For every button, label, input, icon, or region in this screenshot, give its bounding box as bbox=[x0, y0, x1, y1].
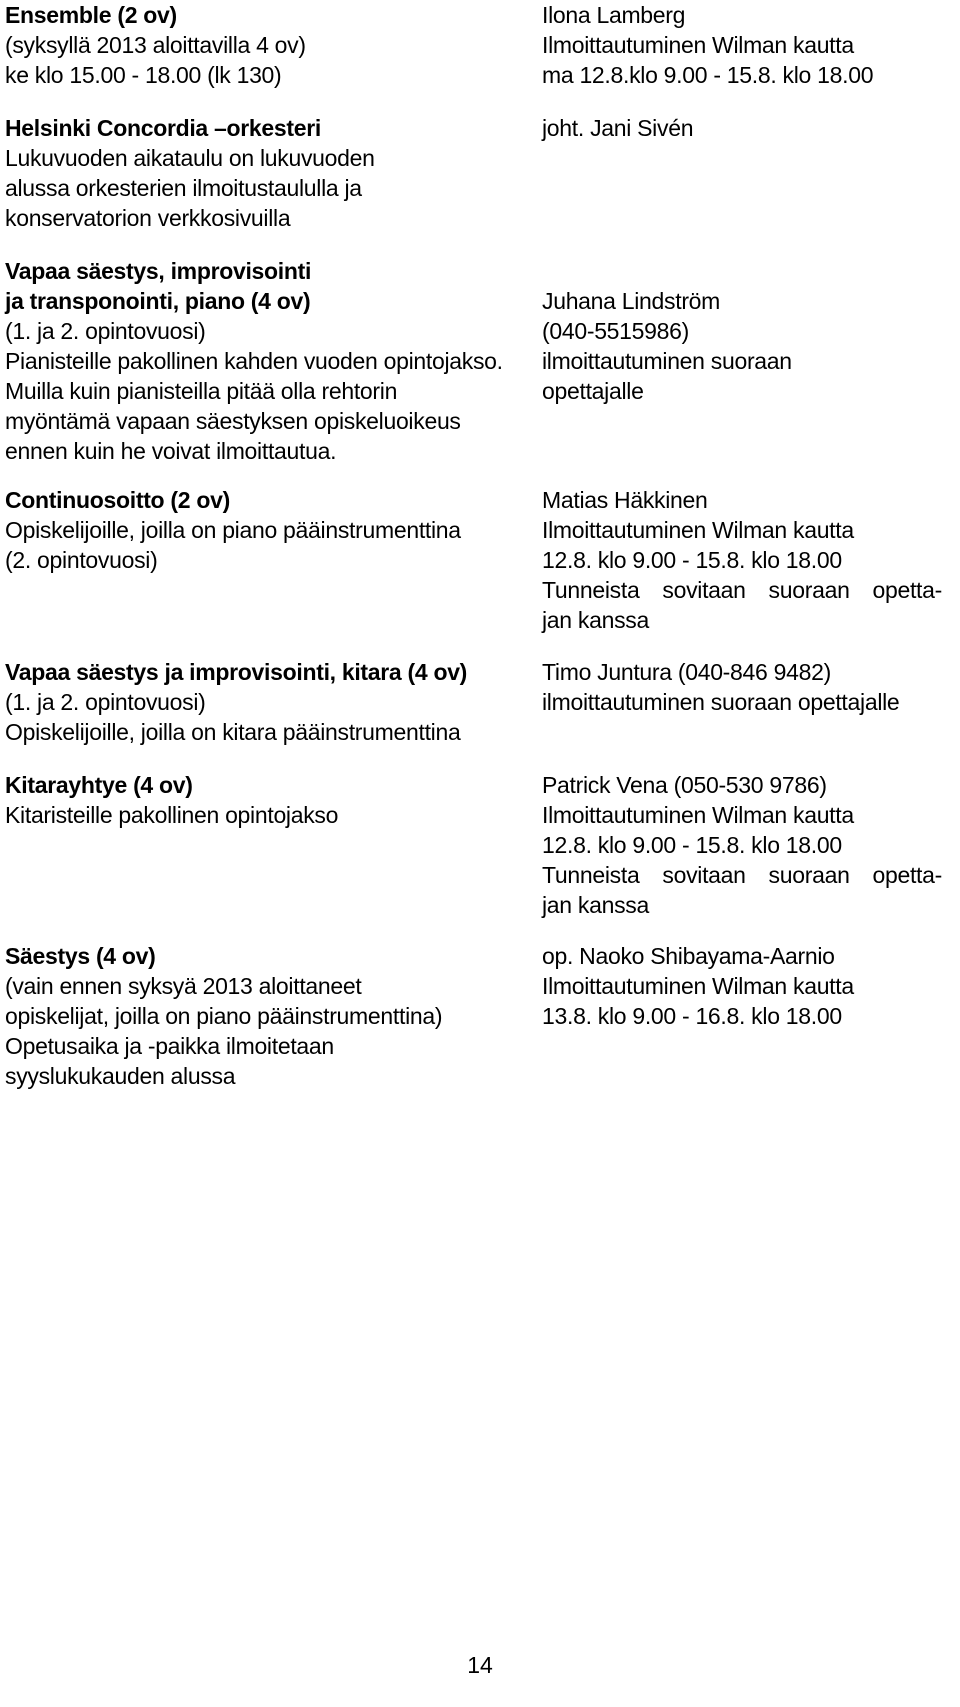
accompaniment-teacher bbox=[542, 941, 960, 1031]
course-detail: (2. opintovuosi) bbox=[5, 547, 158, 573]
teacher-info: 12.8. klo 9.00 - 15.8. klo 18.00 bbox=[542, 547, 842, 573]
teacher-info: ilmoittautuminen suoraan bbox=[542, 348, 792, 374]
course-detail: ke klo 15.00 - 18.00 (lk 130) bbox=[5, 62, 282, 88]
course-detail: (syksyllä 2013 aloittavilla 4 ov) bbox=[5, 32, 306, 58]
concordia-teacher bbox=[542, 113, 960, 143]
ensemble-course bbox=[5, 0, 525, 90]
teacher-info: (040-5515986) bbox=[542, 318, 689, 344]
free-accompaniment-piano-course bbox=[5, 256, 525, 466]
teacher-info: Ilmoittautuminen Wilman kautta bbox=[542, 973, 854, 999]
teacher-info: Ilona Lamberg bbox=[542, 2, 686, 28]
guitar-ensemble-teacher bbox=[542, 770, 942, 920]
course-detail: Opiskelijoille, joilla on piano pääinstrumenttina bbox=[5, 517, 461, 543]
teacher-info: opettajalle bbox=[542, 378, 644, 404]
continuo-course bbox=[5, 485, 525, 575]
teacher-info: ilmoittautuminen suoraan opettajalle bbox=[542, 689, 900, 715]
teacher-info: jan kanssa bbox=[542, 607, 649, 633]
course-title: Continuosoitto (2 ov) bbox=[5, 487, 230, 513]
course-detail: Lukuvuoden aikataulu on lukuvuoden bbox=[5, 145, 375, 171]
course-detail: Opiskelijoille, joilla on kitara pääinstrumenttina bbox=[5, 719, 461, 745]
course-title: Vapaa säestys ja improvisointi, kitara (4 ov) bbox=[5, 659, 468, 685]
course-detail: (1. ja 2. opintovuosi) bbox=[5, 318, 206, 344]
free-accompaniment-guitar-course bbox=[5, 657, 525, 747]
teacher-info: joht. Jani Sivén bbox=[542, 115, 694, 141]
course-title: ja transponointi, piano (4 ov) bbox=[5, 288, 311, 314]
guitar-ensemble-course bbox=[5, 770, 525, 830]
teacher-info: Ilmoittautuminen Wilman kautta bbox=[542, 517, 854, 543]
free-accompaniment-guitar-teacher bbox=[542, 657, 960, 717]
course-detail: Pianisteille pakollinen kahden vuoden opintojakso. bbox=[5, 348, 503, 374]
course-detail: opiskelijat, joilla on piano pääinstrumenttina) bbox=[5, 1003, 443, 1029]
teacher-info: Ilmoittautuminen Wilman kautta bbox=[542, 802, 854, 828]
course-detail: ennen kuin he voivat ilmoittautua. bbox=[5, 438, 337, 464]
course-detail: (1. ja 2. opintovuosi) bbox=[5, 689, 206, 715]
page-number: 14 bbox=[467, 1652, 493, 1678]
course-detail: (vain ennen syksyä 2013 aloittaneet bbox=[5, 973, 362, 999]
course-title: Helsinki Concordia –orkesteri bbox=[5, 115, 321, 141]
teacher-info: Ilmoittautuminen Wilman kautta bbox=[542, 32, 854, 58]
teacher-info: Timo Juntura (040-846 9482) bbox=[542, 659, 831, 685]
course-detail: Muilla kuin pianisteilla pitää olla rehtorin bbox=[5, 378, 398, 404]
teacher-info: Juhana Lindström bbox=[542, 288, 721, 314]
concordia-course bbox=[5, 113, 525, 233]
course-detail: Opetusaika ja -paikka ilmoitetaan bbox=[5, 1033, 334, 1059]
teacher-info: Matias Häkkinen bbox=[542, 487, 708, 513]
free-accompaniment-piano-teacher bbox=[542, 286, 960, 406]
course-title: Kitarayhtye (4 ov) bbox=[5, 772, 193, 798]
course-detail: myöntämä vapaan säestyksen opiskeluoikeus bbox=[5, 408, 461, 434]
course-title: Säestys (4 ov) bbox=[5, 943, 156, 969]
continuo-teacher bbox=[542, 485, 942, 635]
course-title: Ensemble (2 ov) bbox=[5, 2, 177, 28]
teacher-info: jan kanssa bbox=[542, 892, 649, 918]
teacher-info: Tunneista sovitaan suoraan opetta- bbox=[542, 577, 942, 603]
course-detail: Kitaristeille pakollinen opintojakso bbox=[5, 802, 339, 828]
course-detail: syyslukukauden alussa bbox=[5, 1063, 236, 1089]
teacher-info: op. Naoko Shibayama-Aarnio bbox=[542, 943, 835, 969]
teacher-info: 13.8. klo 9.00 - 16.8. klo 18.00 bbox=[542, 1003, 842, 1029]
ensemble-teacher bbox=[542, 0, 960, 90]
teacher-info: 12.8. klo 9.00 - 15.8. klo 18.00 bbox=[542, 832, 842, 858]
teacher-info: Tunneista sovitaan suoraan opetta- bbox=[542, 862, 942, 888]
course-title: Vapaa säestys, improvisointi bbox=[5, 258, 312, 284]
course-detail: alussa orkesterien ilmoitustaululla ja bbox=[5, 175, 362, 201]
accompaniment-course bbox=[5, 941, 525, 1091]
teacher-info: ma 12.8.klo 9.00 - 15.8. klo 18.00 bbox=[542, 62, 874, 88]
teacher-info: Patrick Vena (050-530 9786) bbox=[542, 772, 827, 798]
course-detail: konservatorion verkkosivuilla bbox=[5, 205, 291, 231]
